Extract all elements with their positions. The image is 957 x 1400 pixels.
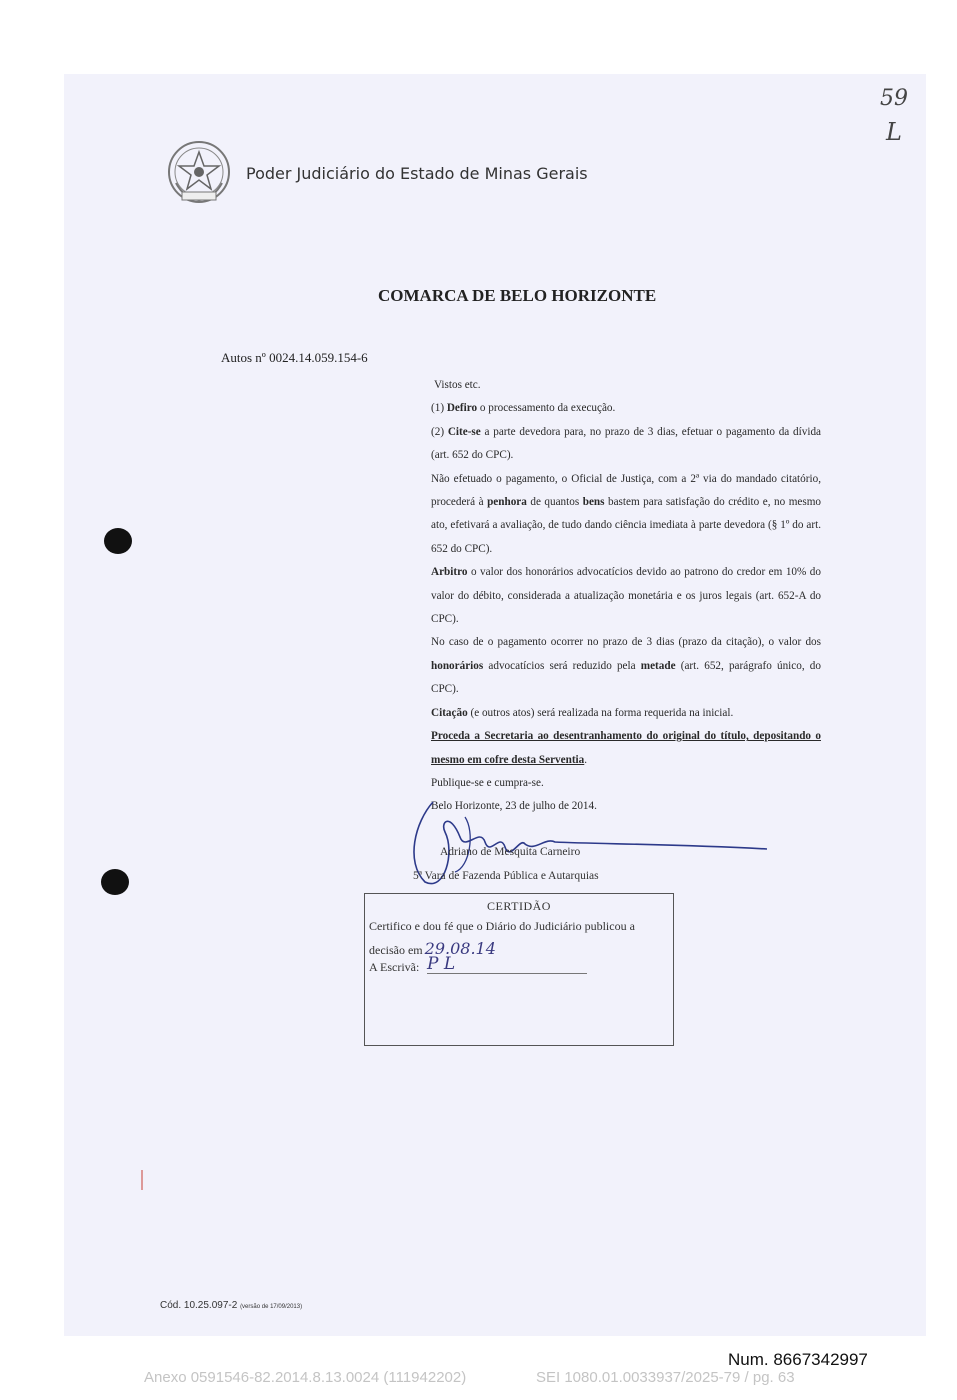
organization-name: Poder Judiciário do Estado de Minas Gerais [246, 164, 588, 183]
sei-reference: SEI 1080.01.0033937/2025-79 / pg. 63 [536, 1369, 795, 1386]
state-seal-icon [164, 138, 234, 210]
scan-mark [141, 1170, 143, 1190]
handwritten-initials: P L [427, 954, 456, 974]
document-title: COMARCA DE BELO HORIZONTE [378, 286, 657, 305]
place-date: Belo Horizonte, 23 de julho de 2014. [431, 800, 597, 813]
certidao-title: CERTIDÃO [487, 899, 551, 913]
decision-text [431, 374, 821, 819]
certidao-line-3: A Escrivã: [369, 960, 420, 974]
punch-hole [101, 869, 129, 895]
certidao-line-1: Certifico e dou fé que o Diário do Judiciário publicou a [369, 919, 635, 933]
paragraph-2: (2) Cite-se a parte devedora para, no prazo de 3 dias, efetuar o pagamento da dívida (art. 652 do CPC). [431, 425, 822, 462]
form-code: Cód. 10.25.097-2 (versão de 17/09/2013) [160, 1300, 303, 1311]
handwritten-initial: L [886, 118, 902, 146]
judge-role: 5ª Vara de Fazenda Pública e Autarquias [413, 870, 599, 882]
certidao-box [364, 893, 674, 1046]
annex-reference: Anexo 0591546-82.2014.8.13.0024 (111942202) [144, 1369, 467, 1386]
certidao-line-2: decisão em 29.08.14 [369, 939, 496, 958]
punch-hole [104, 528, 132, 554]
paragraph-3: Não efetuado o pagamento, o Oficial de Justiça, com a 2ª via do mandado citatório, procederá à penhora de quantos bens bastem para satisfação do crédito e, no mesmo ato, efetivará a avaliação, de tudo dando ciência imediata à parte devedora (§ 1º do art. 652 do CPC). [431, 472, 822, 555]
handwritten-page-number: 59 [880, 86, 908, 111]
paragraph-1: (1) Defiro o processamento da execução. [431, 402, 616, 415]
handwritten-date: 29.08.14 [424, 939, 496, 958]
paragraph-4: Arbitro o valor dos honorários advocatícios devido ao patrono do credor em 10% do valor do débito, considerada a atualização monetária e os juros legais (art. 652-A do CPC). [431, 566, 821, 626]
vistos-line: Vistos etc. [434, 379, 481, 391]
judge-name: Adriano de Mesquita Carneiro [440, 846, 581, 858]
document-number: Num. 8667342997 [728, 1350, 868, 1369]
publique-line: Publique-se e cumpra-se. [431, 776, 544, 789]
paragraph-7: Proceda a Secretaria ao desentranhamento do original do título, depositando o mesmo em cofre desta Serventia. [431, 730, 821, 766]
paragraph-6: Citação (e outros atos) será realizada na forma requerida na inicial. [431, 706, 734, 719]
paragraph-5: No caso de o pagamento ocorrer no prazo de 3 dias (prazo da citação), o valor dos honorários advocatícios será reduzido pela metade (art. 652, parágrafo único, do CPC). [431, 636, 821, 696]
case-number: Autos nº 0024.14.059.154-6 [221, 350, 368, 365]
